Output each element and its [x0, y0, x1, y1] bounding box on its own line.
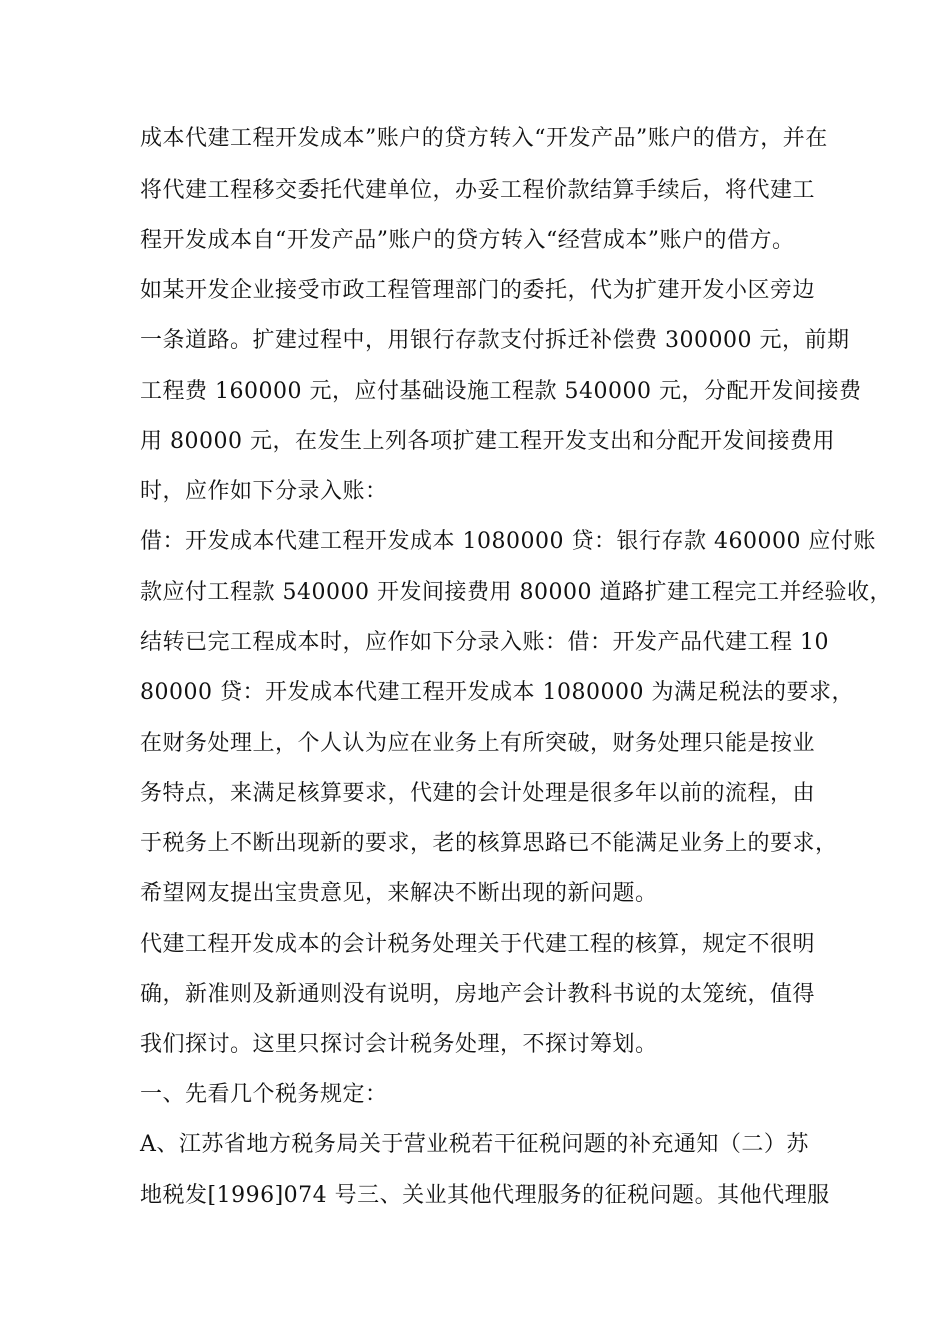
text-line: 代建工程开发成本的会计税务处理关于代建工程的核算，规定不很明	[140, 932, 816, 957]
text-line: 工程费 160000 元，应付基础设施工程款 540000 元，分配开发间接费	[140, 379, 862, 404]
text-line: 80000 贷：开发成本代建工程开发成本 1080000 为满足税法的要求，	[140, 680, 854, 705]
text-line: 确，新准则及新通则没有说明，房地产会计教科书说的太笼统，值得	[140, 982, 816, 1007]
text-line: 于税务上不断出现新的要求，老的核算思路已不能满足业务上的要求，	[140, 831, 838, 856]
text-line: 我们探讨。这里只探讨会计税务处理，不探讨筹划。	[140, 1032, 658, 1057]
text-line: 时，应作如下分录入账：	[140, 479, 388, 504]
text-line: 用 80000 元，在发生上列各项扩建工程开发支出和分配开发间接费用	[140, 429, 835, 454]
text-line: 结转已完工程成本时，应作如下分录入账：借：开发产品代建工程 10	[140, 630, 829, 655]
text-line: 如某开发企业接受市政工程管理部门的委托，代为扩建开发小区旁边	[140, 278, 816, 303]
text-line: A、江苏省地方税务局关于营业税若干征税问题的补充通知（二）苏	[140, 1132, 809, 1157]
text-line: 程开发成本自“开发产品”账户的贷方转入“经营成本”账户的借方。	[140, 228, 795, 253]
text-line: 务特点，来满足核算要求，代建的会计处理是很多年以前的流程，由	[140, 781, 816, 806]
text-line: 一、先看几个税务规定：	[140, 1082, 388, 1107]
text-line: 希望网友提出宝贵意见，来解决不断出现的新问题。	[140, 881, 658, 906]
text-line: 地税发[1996]074 号三、关业其他代理服务的征税问题。其他代理服	[140, 1183, 830, 1208]
text-line: 将代建工程移交委托代建单位，办妥工程价款结算手续后，将代建工	[140, 178, 816, 203]
text-line: 一条道路。扩建过程中，用银行存款支付拆迁补偿费 300000 元，前期	[140, 328, 850, 353]
text-line: 成本代建工程开发成本”账户的贷方转入“开发产品”账户的借方，并在	[140, 126, 828, 151]
text-line: 在财务处理上，个人认为应在业务上有所突破，财务处理只能是按业	[140, 731, 816, 756]
text-line: 借：开发成本代建工程开发成本 1080000 贷：银行存款 460000 应付账	[140, 529, 876, 554]
text-line: 款应付工程款 540000 开发间接费用 80000 道路扩建工程完工并经验收，	[140, 580, 892, 605]
